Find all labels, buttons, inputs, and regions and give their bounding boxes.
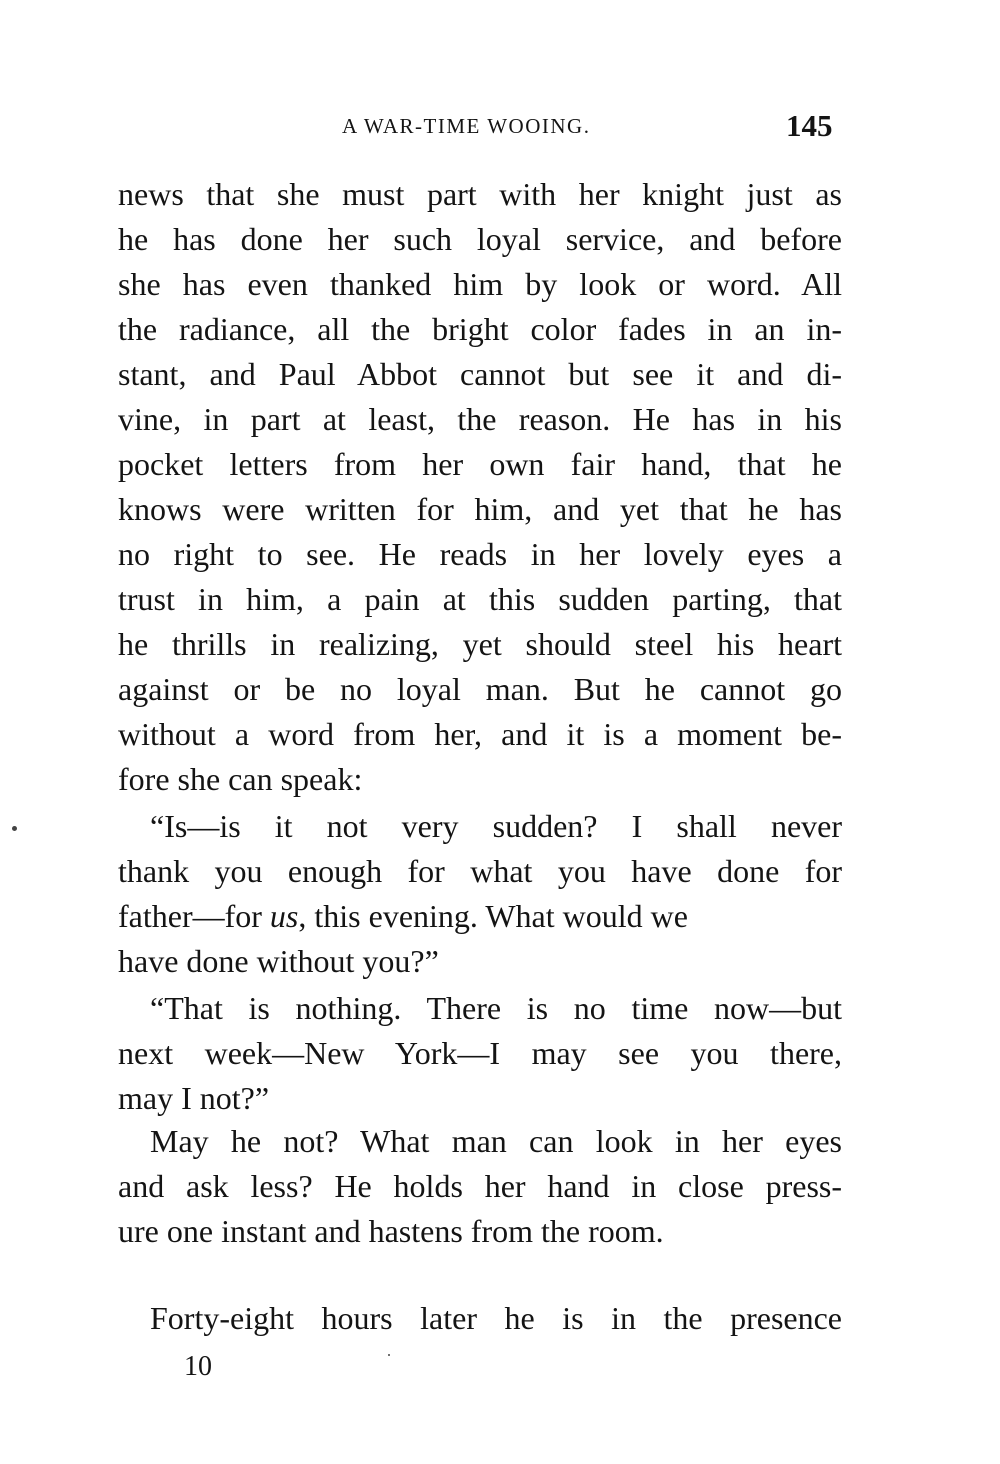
signature-mark: 10 — [184, 1351, 212, 1382]
text-line: without a word from her, and it is a moment be- — [118, 716, 842, 752]
page-number: 145 — [786, 108, 833, 143]
text-line: thank you enough for what you have done for — [118, 853, 842, 889]
text-line — [118, 896, 842, 936]
text-line: against or be no loyal man. But he cannot go — [118, 671, 842, 707]
text-line: fore she can speak: — [118, 761, 363, 797]
text-line: stant, and Paul Abbot cannot but see it and di- — [118, 356, 842, 392]
scan-speck — [388, 1354, 390, 1356]
text-line: Forty-eight hours later he is in the presence — [150, 1300, 842, 1336]
text-line: the radiance, all the bright color fades in an in- — [118, 311, 842, 347]
text-fragment: , this evening. What would we — [298, 898, 688, 934]
text-line: trust in him, a pain at this sudden parting, that — [118, 581, 842, 617]
text-line: have done without you?” — [118, 943, 439, 979]
text-line: pocket letters from her own fair hand, that he — [118, 446, 842, 482]
text-line: and ask less? He holds her hand in close press- — [118, 1168, 842, 1204]
text-line: May he not? What man can look in her eyes — [150, 1123, 842, 1159]
text-line: knows were written for him, and yet that he has — [118, 491, 842, 527]
text-line: no right to see. He reads in her lovely eyes a — [118, 536, 842, 572]
text-line: “That is nothing. There is no time now—but — [150, 990, 842, 1026]
text-line: next week—New York—I may see you there, — [118, 1035, 842, 1071]
text-line: may I not?” — [118, 1080, 270, 1116]
text-line: vine, in part at least, the reason. He has in his — [118, 401, 842, 437]
text-line: he has done her such loyal service, and before — [118, 221, 842, 257]
text-line: he thrills in realizing, yet should steel his heart — [118, 626, 842, 662]
text-line: news that she must part with her knight just as — [118, 176, 842, 212]
running-header: A WAR-TIME WOOING. — [342, 114, 591, 138]
text-line: ure one instant and hastens from the room. — [118, 1213, 664, 1249]
text-line: “Is—is it not very sudden? I shall never — [150, 808, 842, 844]
emphasis-word: us — [269, 898, 299, 934]
scan-speck — [12, 826, 17, 831]
text-line: she has even thanked him by look or word. All — [118, 266, 842, 302]
text-fragment: father—for — [118, 898, 262, 934]
